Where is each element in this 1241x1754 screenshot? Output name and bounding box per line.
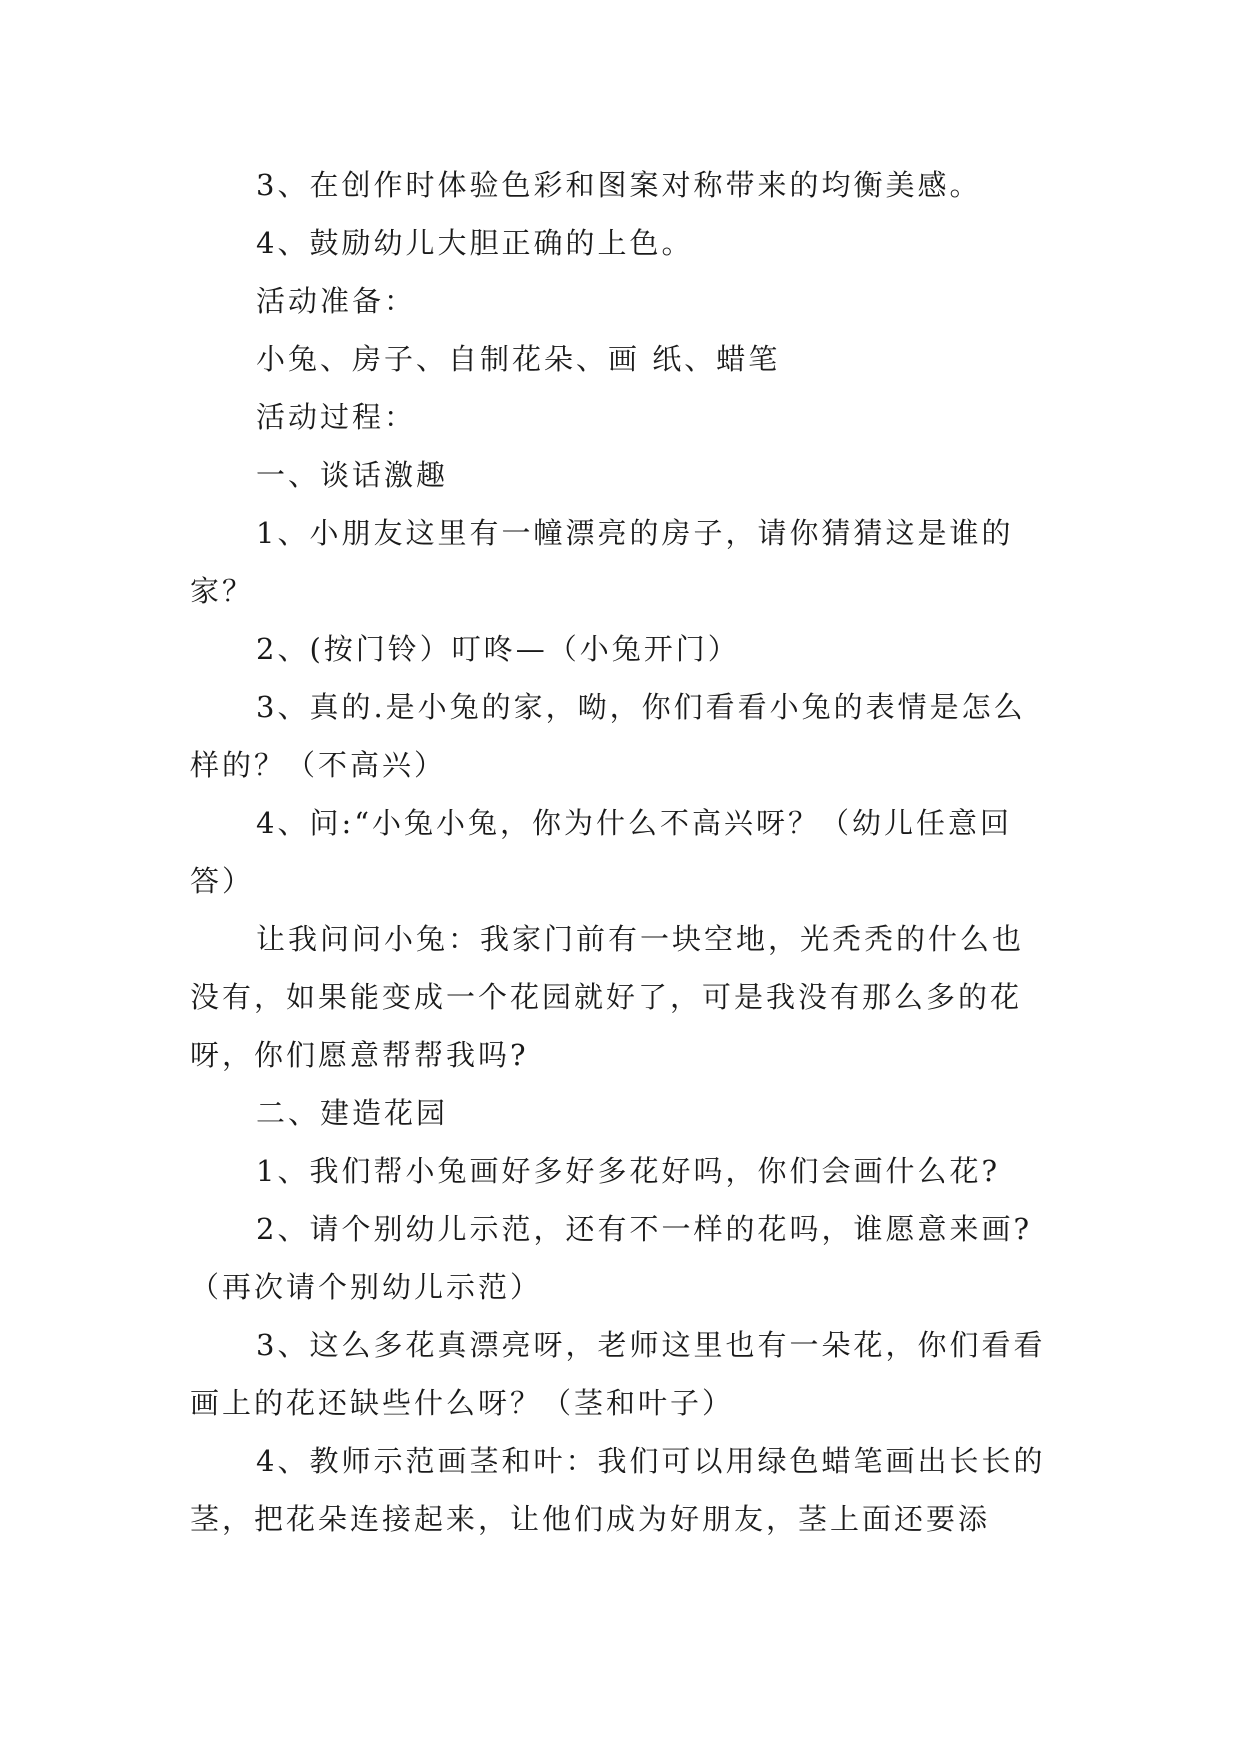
paragraph-step-1-2: 2、(按门铃）叮咚—（小兔开门） <box>256 632 740 666</box>
paragraph-step-2-4: 4、教师示范画茎和叶：我们可以用绿色蜡笔画出长长的茎，把花朵连接起来，让他们成为好朋友，茎上面还要添 <box>190 1444 1046 1536</box>
paragraph-step-2-2: 2、请个别幼儿示范，还有不一样的花吗，谁愿意来画?（再次请个别幼儿示范） <box>190 1212 1032 1304</box>
paragraph-materials: 小兔、房子、自制花朵、画 纸、蜡笔 <box>256 342 781 376</box>
paragraph-step-2-3: 3、这么多花真漂亮呀，老师这里也有一朵花，你们看看画上的花还缺些什么呀？（茎和叶子） <box>190 1328 1046 1420</box>
section-heading-1: 一、谈话激趣 <box>256 458 449 492</box>
section-heading-2: 二、建造花园 <box>256 1096 449 1130</box>
heading-preparation: 活动准备： <box>256 284 417 318</box>
paragraph-goal-3: 3、在创作时体验色彩和图案对称带来的均衡美感。 <box>256 168 982 202</box>
paragraph-step-1-3: 3、真的.是小兔的家，呦，你们看看小兔的表情是怎么样的？（不高兴） <box>190 690 1026 782</box>
paragraph-step-1-4: 4、问:“小兔小兔，你为什么不高兴呀？（幼儿任意回答） <box>190 806 1013 898</box>
heading-process: 活动过程： <box>256 400 417 434</box>
paragraph-goal-4: 4、鼓励幼儿大胆正确的上色。 <box>256 226 694 260</box>
document-body <box>190 156 1050 1548</box>
paragraph-rabbit-reply: 让我问问小兔：我家门前有一块空地，光秃秃的什么也没有，如果能变成一个花园就好了，可是我没有那么多的花呀，你们愿意帮帮我吗? <box>190 922 1025 1072</box>
paragraph-step-2-1: 1、我们帮小兔画好多好多花好吗，你们会画什么花? <box>256 1154 1000 1188</box>
paragraph-step-1-1: 1、小朋友这里有一幢漂亮的房子，请你猜猜这是谁的家？ <box>190 516 1014 608</box>
